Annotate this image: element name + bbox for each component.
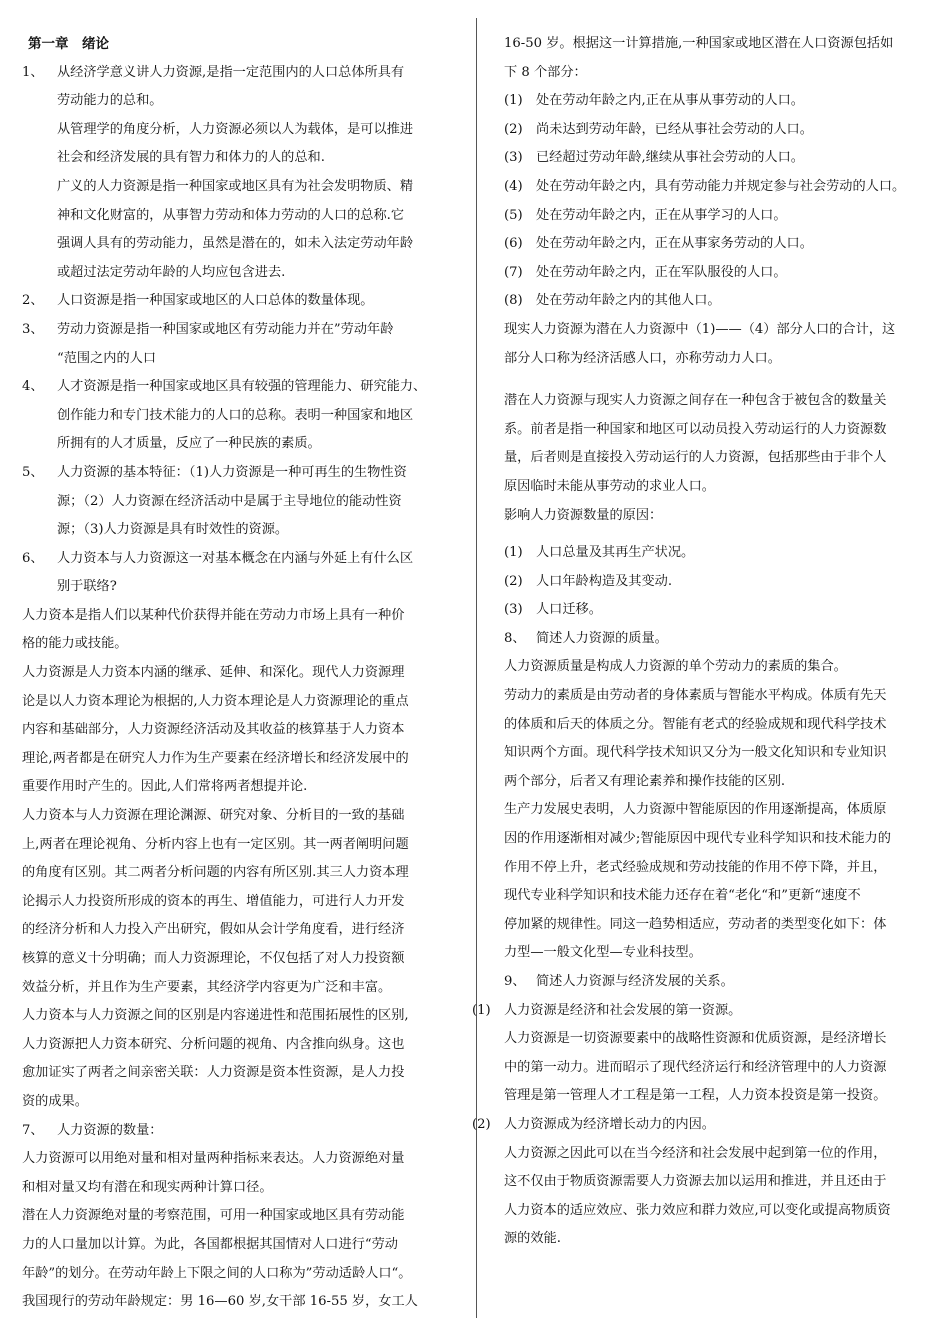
paragraph-line: 原因临时未能从事劳动的求业人口。 [504,478,715,494]
list-item-line: 劳动能力的总和。 [57,93,163,109]
list-item: (3) 已经超过劳动年龄,继续从事社会劳动的人口。 [504,150,804,166]
list-item: (3) 人口迁移。 [504,602,602,618]
paragraph-line: 中的第一动力。进而昭示了现代经济运行和经济管理中的人力资源 [504,1059,887,1075]
paragraph-line: 人力资本是指人们以某种代价获得并能在劳动力市场上具有一种价 [22,607,405,623]
list-item-line: 源；（3)人力资源是具有时效性的资源。 [57,522,289,538]
left-column [22,30,462,1317]
list-item: (5) 处在劳动年龄之内，正在从事学习的人口。 [504,207,787,223]
paragraph-line: 人力资本与人力资源之间的区别是内容递进性和范围拓展性的区别, [22,1008,409,1024]
paragraph-line: 潜在人力资源绝对量的考察范围，可用一种国家或地区具有劳动能 [22,1208,405,1224]
paragraph-line: 知识两个方面。现代科学技术知识又分为一般文化知识和专业知识 [504,745,887,761]
paragraph-line: 人力资源可以用绝对量和相对量两种指标来表达。人力资源绝对量 [22,1151,405,1167]
list-item: (2) 尚未达到劳动年龄，已经从事社会劳动的人口。 [504,121,813,137]
paragraph-line: 人力资本与人力资源在理论渊源、研究对象、分析目的一致的基础 [22,808,405,824]
list-item: 4、 人才资源是指一种国家或地区具有较强的管理能力、研究能力、 [22,379,427,395]
list-item: (8) 处在劳动年龄之内的其他人口。 [504,293,721,309]
paragraph-line: 内容和基础部分，人力资源经济活动及其收益的核算基于人力资本 [22,722,405,738]
paragraph-line: 现实人力资源为潜在人力资源中（1)——（4）部分人口的合计，这 [504,321,896,337]
list-item-line: 所拥有的人才质量，反应了一种民族的素质。 [57,436,321,452]
list-item: (1) 处在劳动年龄之内,正在从事从事劳动的人口。 [504,93,804,109]
paragraph-line: 论揭示人力投资所形成的资本的再生、增值能力，可进行人力开发 [22,893,405,909]
paragraph-line: 人力资本的适应效应、张力效应和群力效应,可以变化或提高物质资 [504,1202,891,1218]
paragraph-line: 的角度有区别。其二两者分析问题的内容有所区别.其三人力资本理 [22,865,409,881]
paragraph-line: 人力资源是一切资源要素中的战略性资源和优质资源，是经济增长 [504,1031,887,1047]
paragraph-line: 生产力发展史表明，人力资源中智能原因的作用逐渐提高，体质原 [504,802,887,818]
paragraph-line: 格的能力或技能。 [22,636,128,652]
list-item: 7、 人力资源的数量： [22,1122,163,1138]
paragraph-line: 管理是第一管理人才工程是第一工程，人力资本投资是第一投资。 [504,1088,887,1104]
paragraph-line: 潜在人力资源与现实人力资源之间存在一种包含于被包含的数量关 [504,393,887,409]
list-item: (2) 人力资源成为经济增长动力的内因。 [472,1116,715,1132]
list-item: 5、 人力资源的基本特征：（1)人力资源是一种可再生的生物性资 [22,464,407,480]
paragraph-line: 理论,两者都是在研究人力作为生产要素在经济增长和经济发展中的 [22,750,409,766]
list-item: 6、 人力资本与人力资源这一对基本概念在内涵与外延上有什么区 [22,550,414,566]
list-item: 3、 劳动力资源是指一种国家或地区有劳动能力并在”劳动年龄 [22,321,394,337]
list-item-line: 源；（2）人力资源在经济活动中是属于主导地位的能动性资 [57,493,402,509]
paragraph-line: 劳动力的素质是由劳动者的身体素质与智能水平构成。体质有先天 [504,688,887,704]
list-item-line: 从管理学的角度分析，人力资源必须以人为载体，是可以推进 [57,121,414,137]
paragraph-line: 量，后者则是直接投入劳动运行的人力资源，包括那些由于非个人 [504,450,887,466]
paragraph-line: 下 8 个部分： [504,64,587,80]
list-item: 9、 简述人力资源与经济发展的关系。 [504,974,734,989]
paragraph-line: 年龄”的划分。在劳动年龄上下限之间的人口称为”劳动适龄人口“。 [22,1265,412,1281]
list-item-line: 神和文化财富的，从事智力劳动和体力劳动的人口的总称.它 [57,207,405,223]
paragraph-line: 作用不停上升，老式经验成规和劳动技能的作用不停下降，并且， [504,859,887,875]
paragraph-line: 人力资源是人力资本内涵的继承、延伸、和深化。现代人力资源理 [22,665,405,681]
paragraph-line: 16-50 岁。根据这一计算措施,一种国家或地区潜在人口资源包括如 [504,36,894,51]
list-item: (6) 处在劳动年龄之内，正在从事家务劳动的人口。 [504,236,813,252]
list-item-line: 社会和经济发展的具有智力和体力的人的总和. [57,150,325,166]
paragraph-line: 上,两者在理论视角、分析内容上也有一定区别。其一两者阐明问题 [22,836,409,852]
list-item-line: 创作能力和专门技术能力的人口的总称。表明一种国家和地区 [57,407,414,423]
list-item-line: 或超过法定劳动年龄的人均应包含进去. [57,264,286,280]
list-item-line: “范围之内的人口 [57,350,157,366]
paragraph-line: 重要作用时产生的。因此,人们常将两者想提并论. [22,779,308,795]
list-item: 8、 简述人力资源的质量。 [504,630,668,646]
paragraph-line: 两个部分，后者又有理论素养和操作技能的区别. [504,773,786,789]
paragraph-line: 部分人口称为经济活感人口，亦称劳动力人口。 [504,350,781,366]
paragraph-line: 人力资源把人力资本研究、分析问题的视角、内含推向纵身。这也 [22,1036,405,1052]
paragraph-line: 我国现行的劳动年龄规定：男 16—60 岁,女干部 16-55 岁，女工人 [22,1294,418,1310]
list-item: (1) 人力资源是经济和社会发展的第一资源。 [472,1002,742,1018]
right-column [472,30,942,1254]
list-item-line: 广义的人力资源是指一种国家或地区具有为社会发明物质、精 [57,178,414,194]
paragraph-line: 的经济分析和人力投入产出研究，假如从会计学角度看，进行经济 [22,922,405,938]
list-item: 1、 从经济学意义讲人力资源,是指一定范围内的人口总体所具有 [22,64,405,80]
paragraph-line: 资的成果。 [22,1093,88,1109]
paragraph-line: 系。前者是指一种国家和地区可以动员投入劳动运行的人力资源数 [504,421,887,437]
list-item: (7) 处在劳动年龄之内，正在军队服役的人口。 [504,264,787,280]
list-item: (1) 人口总量及其再生产状况。 [504,545,695,561]
paragraph-line: 和相对量又均有潜在和现实两种计算口径。 [22,1179,273,1195]
paragraph-line: 现代专业科学知识和技术能力还存在着“老化“和”更新“速度不 [504,888,861,904]
paragraph-spacer [472,530,942,539]
list-item-line: 强调人具有的劳动能力，虽然是潜在的，如未入法定劳动年龄 [57,236,414,252]
list-item: 2、 人口资源是指一种国家或地区的人口总体的数量体现。 [22,293,374,309]
paragraph-line: 人力资源质量是构成人力资源的单个劳动力的素质的集合。 [504,659,847,675]
paragraph-line: 核算的意义十分明确；而人力资源理论，不仅包括了对人力投资额 [22,951,405,966]
paragraph-line: 论是以人力资本理论为根据的,人力资本理论是人力资源理论的重点 [22,693,409,709]
paragraph-line: 力的人口量加以计算。为此，各国都根据其国情对人口进行“劳动 [22,1236,398,1252]
paragraph-line: 愈加证实了两者之间亲密关联：人力资源是资本性资源，是人力投 [22,1065,405,1081]
paragraph-line: 力型—一般文化型—专业科技型。 [504,945,702,961]
paragraph-line: 人力资源之因此可以在当今经济和社会发展中起到第一位的作用， [504,1145,887,1161]
list-item-line: 别于联络? [57,579,117,595]
chapter-title: 第一章 绪论 [28,36,109,52]
paragraph-line: 这不仅由于物质资源需要人力资源去加以运用和推进，并且还由于 [504,1174,887,1190]
paragraph-line: 源的效能. [504,1231,561,1247]
paragraph-line: 效益分析，并且作为生产要素，其经济学内容更为广泛和丰富。 [22,979,392,995]
list-item: (2) 人口年龄构造及其变动. [504,573,673,589]
paragraph-line: 停加紧的规律性。同这一趋势相适应，劳动者的类型变化如下：体 [504,916,887,932]
paragraph-line: 的体质和后天的体质之分。智能有老式的经验成规和现代科学技术 [504,716,887,732]
paragraph-line: 影响人力资源数量的原因： [504,507,663,523]
list-item: (4) 处在劳动年龄之内，具有劳动能力并规定参与社会劳动的人口。 [504,178,906,194]
paragraph-spacer [472,373,942,387]
paragraph-line: 因的作用逐渐相对减少;智能原因中现代专业科学知识和技术能力的 [504,831,891,847]
